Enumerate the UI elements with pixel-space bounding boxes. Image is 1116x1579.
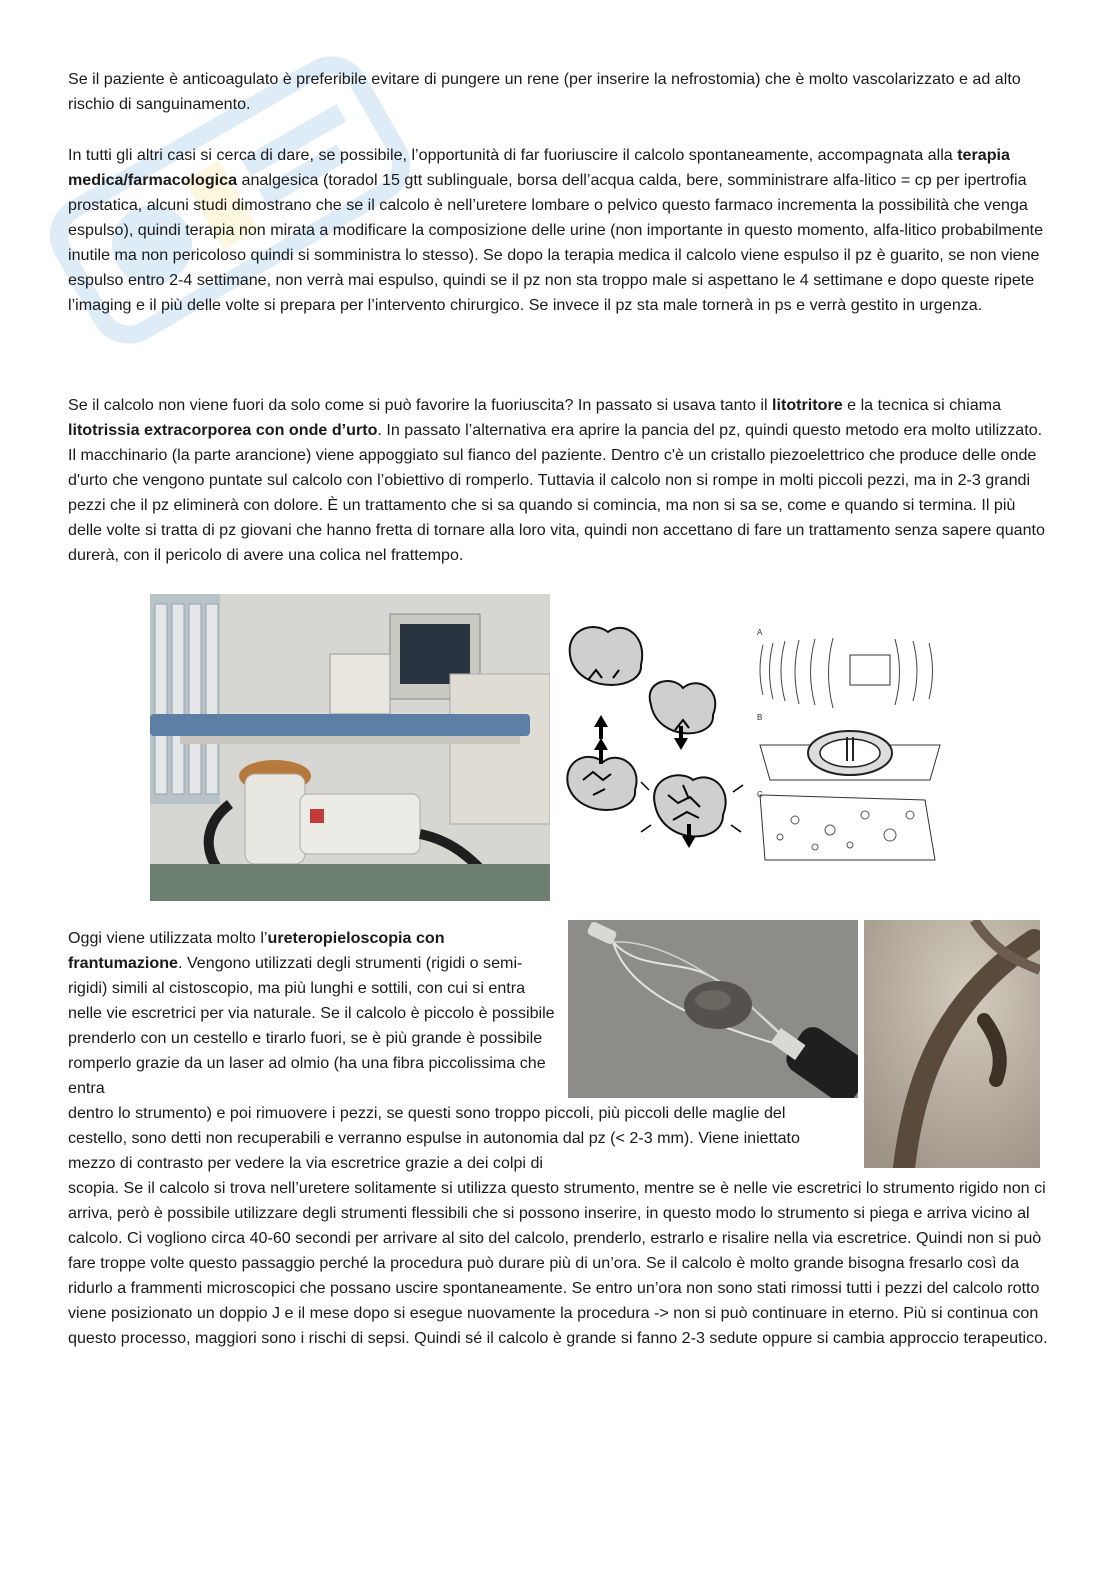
paragraph-ureteroscopy-continued [68,1101,838,1176]
bold-term-medical-therapy: terapia medica/farmacologica [68,146,1010,189]
label-c: C [757,790,763,799]
bold-term-lithotripter: litotritore [772,396,843,414]
paragraph-anticoagulation [68,67,1048,117]
paragraph-text: analgesica (toradol 15 gtt sublinguale, borsa dell’acqua calda, bere, somministrare alfa-litico = cp per ipertrofia prostatica, alcuni studi dimostrano che se il calcolo è nell’uretere lombare o pelvico questo farmaco incrementa la possibilità che venga espulso), quindi terapia non mirata a modificare la composizione delle urine (non importante in questo momento, alfa-litico probabilmente inutile ma non pericoloso quindi si somministra lo stesso). Se dopo la terapia medica il calcolo viene espulso il pz è guarito, se non viene espulso entro 2-4 settimane, non verrà mai espulso, quindi se il pz non sta troppo male si aspettano le 4 settimane e dopo queste ripete l’imaging e il più delle volte si prepara per l’intervento chirurgico. Se invece il pz sta male tornerà in ps e verrà gestito in urgenza. [68,171,1044,314]
paragraph-ureteroscopy-end [68,1176,1048,1351]
label-a: A [757,628,763,637]
stone-fragmentation-diagram [563,620,748,870]
paragraph-text: . In passato l’alternativa era aprire la pancia del pz, quindi questo metodo era molto utilizzato. Il macchinario (la parte arancione) viene appoggiato sul fianco del paziente. Dentro c'è un cristallo piezoelettrico che produce delle onde d'urto che vengono puntate sul calcolo con l’obiettivo di romperlo. Tuttavia il calcolo non si rompe in molti piccoli pezzi, ma in 2-3 grandi pezzi che il pz eliminerà con dolore. È un trattamento che si sa quando si comincia, ma non si sa se, come e quando si termina. Il più delle volte si tratta di pz giovani che hanno fretta di tornare alla loro vita, quindi non accettano di fare un trattamento senza sapere quanto durerà, con il pericolo di avere una colica nel frattempo. [68,421,1045,564]
paragraph-ureteroscopy [68,926,558,1101]
paragraph-text: Oggi viene utilizzata molto l’ [68,929,268,947]
paragraph-lithotripsy [68,393,1048,568]
paragraph-text: Se il paziente è anticoagulato è preferibile evitare di pungere un rene (per inserire la nefrostomia) che è molto vascolarizzato e ad alto rischio di sanguinamento. [68,70,1021,113]
bold-term-eswl: litotrissia extracorporea con onde d’urto [68,421,378,439]
paragraph-text: . Vengono utilizzati degli strumenti (rigidi o semi-rigidi) simili al cistoscopio, ma più lunghi e sottili, con cui si entra nelle vie escretrici per via naturale. Se il calcolo è piccolo è possibile prenderlo con un cestello e tirarlo fuori, se è più grande è possibile romperlo grazie da un laser ad olmio (ha una fibra piccolissima che entra [68,954,555,1097]
label-b: B [757,713,763,722]
stone-basket-photo [568,920,858,1098]
fluoroscopy-image [864,920,1040,1168]
bold-term-ureteroscopy: ureteropieloscopia con frantumazione [68,929,445,972]
lithotripter-photo [150,594,550,901]
paragraph-text: Se il calcolo non viene fuori da solo come si può favorire la fuoriuscita? In passato si usava tanto il [68,396,773,414]
paragraph-text: In tutti gli altri casi si cerca di dare, se possibile, l’opportunità di far fuoriuscire il calcolo spontaneamente, accompagnata alla [68,146,958,164]
shockwave-schematic [755,625,945,865]
paragraph-medical-therapy [68,143,1048,318]
paragraph-text: scopia. Se il calcolo si trova nell’uretere solitamente si utilizza questo strumento, mentre se è nelle vie escretrici lo strumento rigido non ci arriva, però è possibile utilizzare degli strumenti flessibili che si possono inserire, in questo modo lo strumento si piega e arriva vicino al calcolo. Ci vogliono circa 40-60 secondi per arrivare al sito del calcolo, prenderlo, estrarlo e risalire nella via escretrice. Quindi non si può fare troppe volte questo passaggio perché la procedura può durare più di un’ora. Se il calcolo è molto grande bisogna fresarlo così da ridurlo a frammenti microscopici che possano uscire spontaneamente. Se entro un’ora non sono stati rimossi tutti i pezzi del calcolo rotto viene posizionato un doppio J e il mese dopo si esegue nuovamente la procedura -> non si può continuare in eterno. Più si continua con questo processo, maggiori sono i rischi di sepsi. Quindi sé il calcolo è grande si fanno 2-3 sedute oppure si cambia approccio terapeutico. [68,1179,1048,1347]
paragraph-text: e la tecnica si chiama [842,396,1002,414]
paragraph-text: dentro lo strumento) e poi rimuovere i pezzi, se questi sono troppo piccoli, più piccoli delle maglie del cestello, sono detti non recuperabili e verranno espulse in autonomia dal pz (< 2-3 mm). Viene iniettato mezzo di contrasto per vedere la via escretrice grazie a dei colpi di [68,1104,800,1172]
